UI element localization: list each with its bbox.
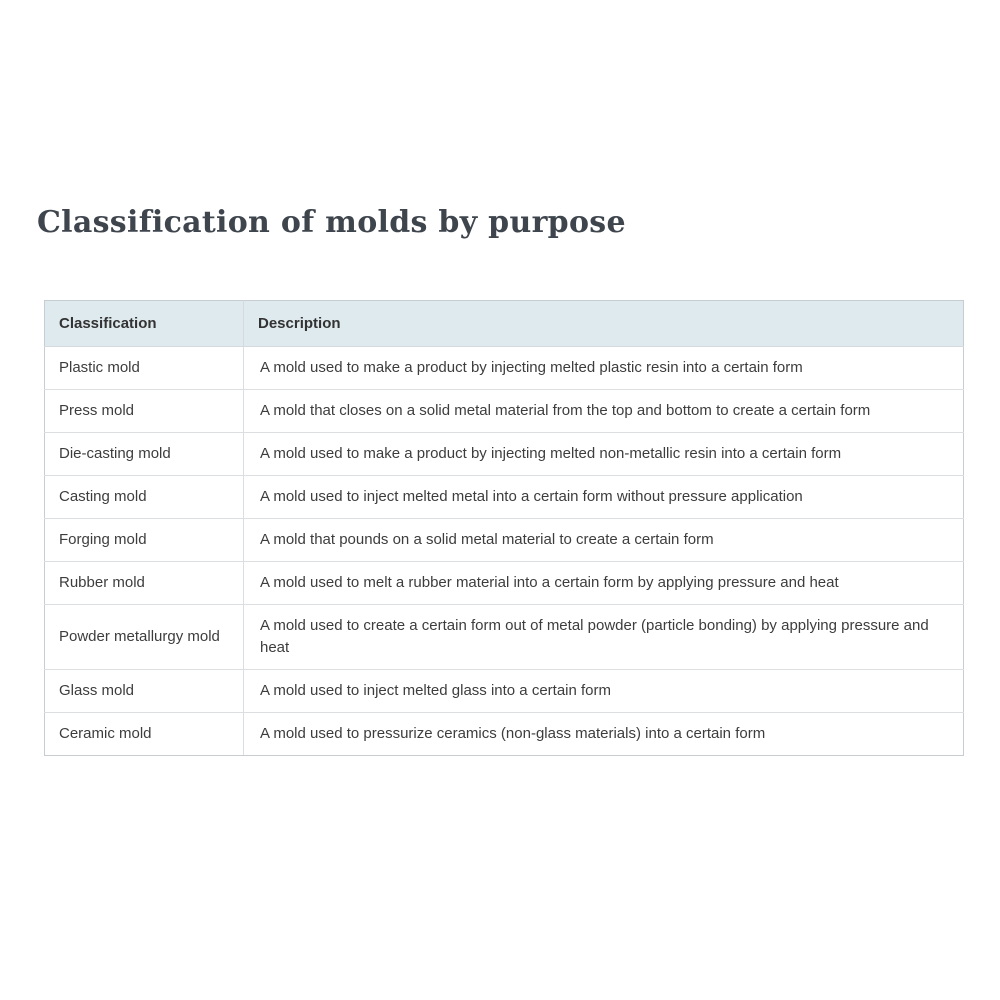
description-cell: A mold used to create a certain form out of metal powder (particle bonding) by applying pressure and heat <box>244 605 964 670</box>
table-row <box>45 562 964 605</box>
description-cell: A mold that closes on a solid metal material from the top and bottom to create a certain form <box>244 390 964 433</box>
table-row <box>45 347 964 390</box>
classification-cell: Glass mold <box>45 670 244 713</box>
table-row <box>45 476 964 519</box>
classification-cell: Die-casting mold <box>45 433 244 476</box>
table-header <box>45 301 964 347</box>
table-body <box>45 347 964 756</box>
page-title: Classification of molds by purpose <box>37 205 626 240</box>
table-row <box>45 519 964 562</box>
classification-cell: Forging mold <box>45 519 244 562</box>
table-row <box>45 713 964 756</box>
classification-cell: Casting mold <box>45 476 244 519</box>
column-header-classification: Classification <box>45 301 244 347</box>
classification-cell: Press mold <box>45 390 244 433</box>
table-row <box>45 670 964 713</box>
classification-cell: Ceramic mold <box>45 713 244 756</box>
description-cell: A mold used to make a product by injecting melted non-metallic resin into a certain form <box>244 433 964 476</box>
table-row <box>45 605 964 670</box>
classification-cell: Powder metallurgy mold <box>45 605 244 670</box>
description-cell: A mold that pounds on a solid metal material to create a certain form <box>244 519 964 562</box>
classification-cell: Rubber mold <box>45 562 244 605</box>
description-cell: A mold used to pressurize ceramics (non-glass materials) into a certain form <box>244 713 964 756</box>
header-row <box>45 301 964 347</box>
table-row <box>45 433 964 476</box>
mold-classification-table <box>44 300 964 756</box>
description-cell: A mold used to inject melted metal into a certain form without pressure application <box>244 476 964 519</box>
description-cell: A mold used to make a product by injecting melted plastic resin into a certain form <box>244 347 964 390</box>
column-header-description: Description <box>244 301 964 347</box>
classification-cell: Plastic mold <box>45 347 244 390</box>
description-cell: A mold used to melt a rubber material into a certain form by applying pressure and heat <box>244 562 964 605</box>
description-cell: A mold used to inject melted glass into a certain form <box>244 670 964 713</box>
table-row <box>45 390 964 433</box>
